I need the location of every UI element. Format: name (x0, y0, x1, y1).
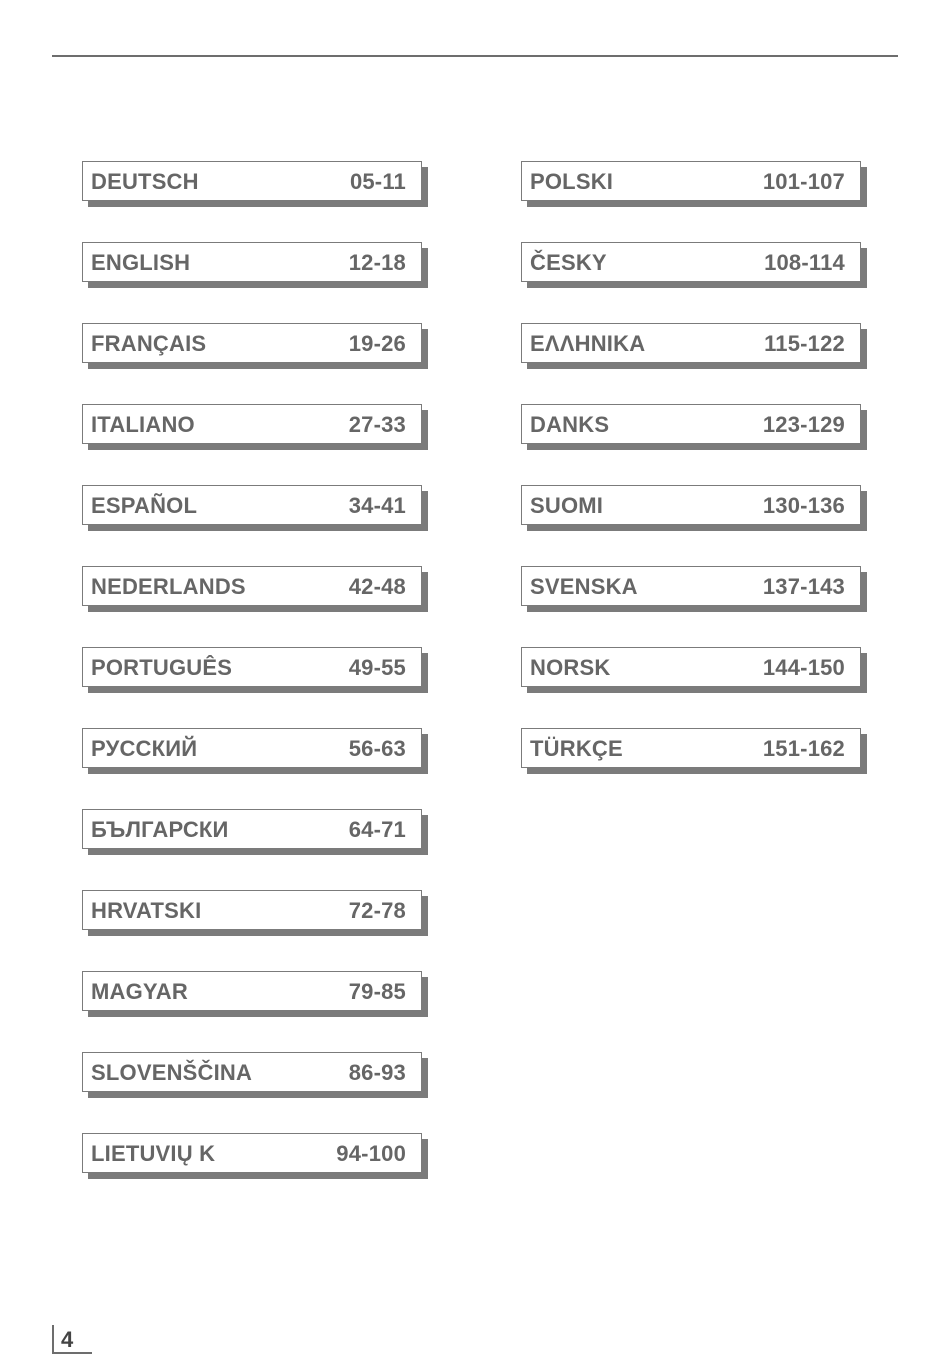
toc-language: FRANÇAIS (91, 331, 207, 356)
toc-entry-lietuviu[interactable] (82, 1133, 422, 1173)
toc-language: ΕΛΛΗΝΙΚΑ (530, 331, 646, 356)
toc-language: БЪЛГАРСКИ (91, 817, 229, 842)
toc-pages: 101-107 (762, 169, 845, 194)
toc-language: MAGYAR (91, 979, 188, 1004)
toc-entry-turkce[interactable] (521, 728, 861, 768)
toc-entry-italiano[interactable] (82, 404, 422, 444)
toc-entry-english[interactable] (82, 242, 422, 282)
toc-pages: 56-63 (348, 736, 406, 761)
toc-column-right (521, 161, 863, 809)
toc-entry-svenska[interactable] (521, 566, 861, 606)
toc-pages: 42-48 (348, 574, 406, 599)
toc-language: ČESKY (530, 250, 607, 275)
toc-pages: 151-162 (762, 736, 845, 761)
toc-entry-norsk[interactable] (521, 647, 861, 687)
toc-language: TÜRKÇE (530, 736, 623, 761)
toc-pages: 05-11 (349, 169, 406, 194)
toc-pages: 137-143 (762, 574, 845, 599)
toc-pages: 94-100 (336, 1141, 406, 1166)
toc-pages: 130-136 (762, 493, 845, 518)
toc-entry-portugues[interactable] (82, 647, 422, 687)
toc-entry-espanol[interactable] (82, 485, 422, 525)
toc-entry-cesky[interactable] (521, 242, 861, 282)
toc-entry-magyar[interactable] (82, 971, 422, 1011)
page-number-text: 4 (61, 1327, 74, 1352)
toc-pages: 27-33 (348, 412, 406, 437)
toc-pages: 64-71 (348, 817, 406, 842)
toc-entry-deutsch[interactable] (82, 161, 422, 201)
toc-entry-balgarski[interactable] (82, 809, 422, 849)
toc-pages: 86-93 (348, 1060, 406, 1085)
toc-entry-hrvatski[interactable] (82, 890, 422, 930)
toc-language: NEDERLANDS (91, 574, 246, 599)
toc-language: DEUTSCH (91, 169, 199, 194)
toc-language: РУССКИЙ (91, 736, 198, 761)
toc-entry-danks[interactable] (521, 404, 861, 444)
toc-language: POLSKI (530, 169, 614, 194)
toc-pages: 19-26 (348, 331, 406, 356)
toc-entry-russkiy[interactable] (82, 728, 422, 768)
toc-pages: 79-85 (348, 979, 406, 1004)
toc-language: NORSK (530, 655, 611, 680)
toc-entry-ellinika[interactable] (521, 323, 861, 363)
toc-language: SVENSKA (530, 574, 638, 599)
toc-language: HRVATSKI (91, 898, 202, 923)
top-rule (52, 55, 898, 57)
toc-pages: 115-122 (764, 331, 845, 356)
toc-language: DANKS (530, 412, 610, 437)
toc-entry-nederlands[interactable] (82, 566, 422, 606)
toc-language: SLOVENŠČINA (91, 1060, 253, 1085)
toc-pages: 49-55 (348, 655, 406, 680)
toc-language: ITALIANO (91, 412, 195, 437)
toc-column-left (82, 161, 424, 1214)
page-number (52, 1325, 92, 1354)
toc-language: ESPAÑOL (91, 493, 198, 518)
toc-language: LIETUVIŲ K (91, 1141, 216, 1166)
toc-pages: 144-150 (762, 655, 845, 680)
toc-pages: 108-114 (764, 250, 845, 275)
toc-entry-slovenscina[interactable] (82, 1052, 422, 1092)
toc-language: SUOMI (530, 493, 604, 518)
toc-pages: 72-78 (348, 898, 406, 923)
toc-pages: 123-129 (762, 412, 845, 437)
toc-language: ENGLISH (91, 250, 191, 275)
toc-pages: 34-41 (348, 493, 406, 518)
toc-entry-suomi[interactable] (521, 485, 861, 525)
toc-pages: 12-18 (348, 250, 406, 275)
toc-entry-polski[interactable] (521, 161, 861, 201)
toc-entry-francais[interactable] (82, 323, 422, 363)
toc-language: PORTUGUÊS (91, 655, 233, 680)
